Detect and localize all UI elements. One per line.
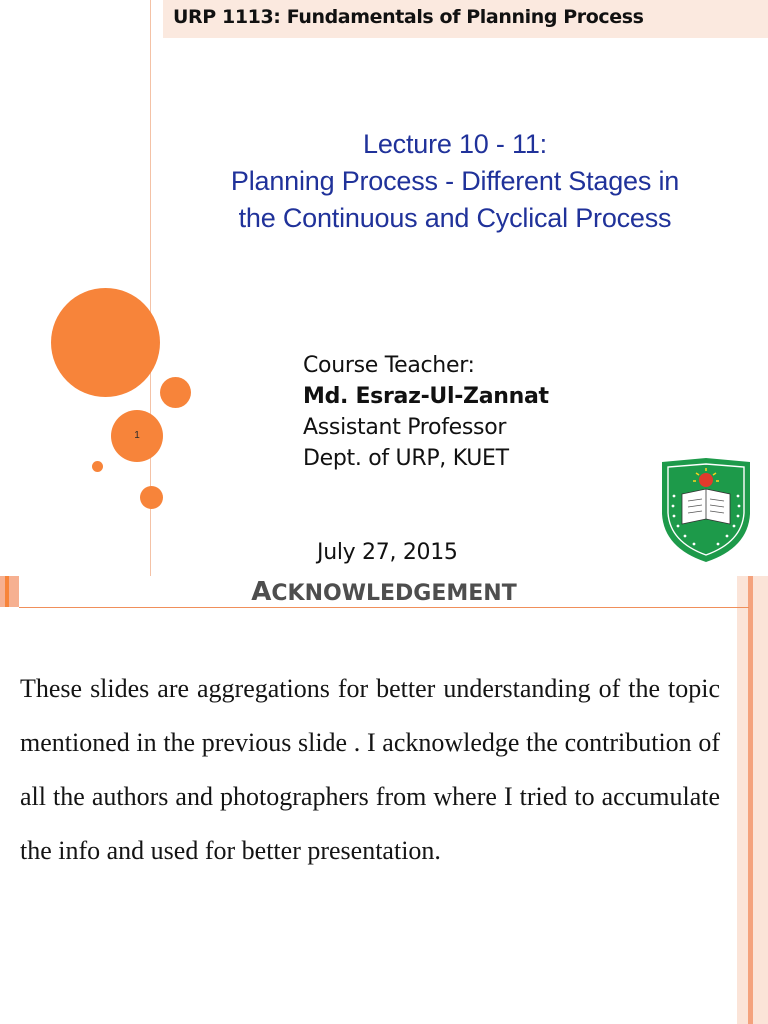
decorative-circle-small <box>160 377 191 408</box>
lecture-title <box>160 126 750 237</box>
acknowledgement-slide <box>0 576 768 1024</box>
teacher-department: Dept. of URP, KUET <box>303 446 509 471</box>
acknowledgement-title-initial: A <box>251 577 272 607</box>
decorative-strip-right-accent <box>748 576 753 1024</box>
acknowledgement-title-rest: CKNOWLEDGEMENT <box>271 581 517 606</box>
slide-number: 1 <box>134 430 140 441</box>
lecture-title-line: the Continuous and Cyclical Process <box>238 203 672 233</box>
lecture-title-line: Planning Process - Different Stages in <box>230 166 680 196</box>
lecture-date: July 27, 2015 <box>317 540 458 565</box>
title-underline <box>19 607 749 608</box>
course-header-bar <box>163 0 768 38</box>
acknowledgement-title <box>0 576 768 610</box>
teacher-label: Course Teacher: <box>303 353 475 378</box>
teacher-position: Assistant Professor <box>303 415 507 440</box>
acknowledgement-body: These slides are aggregations for better understanding of the topic mentioned in the previous slide . I acknowledge the contribution of all the authors and photographers from where I tried to accumulate the info and used for better presentation. <box>20 674 720 865</box>
teacher-name: Md. Esraz-Ul-Zannat <box>303 384 549 409</box>
decorative-circle-large <box>51 288 160 397</box>
lecture-title-line: Lecture 10 - 11: <box>363 129 547 159</box>
kuet-logo-icon <box>660 456 752 564</box>
teacher-info <box>303 350 549 474</box>
decorative-circle-small <box>140 486 163 509</box>
decorative-circle-tiny <box>92 461 103 472</box>
course-title: URP 1113: Fundamentals of Planning Process <box>173 6 644 28</box>
